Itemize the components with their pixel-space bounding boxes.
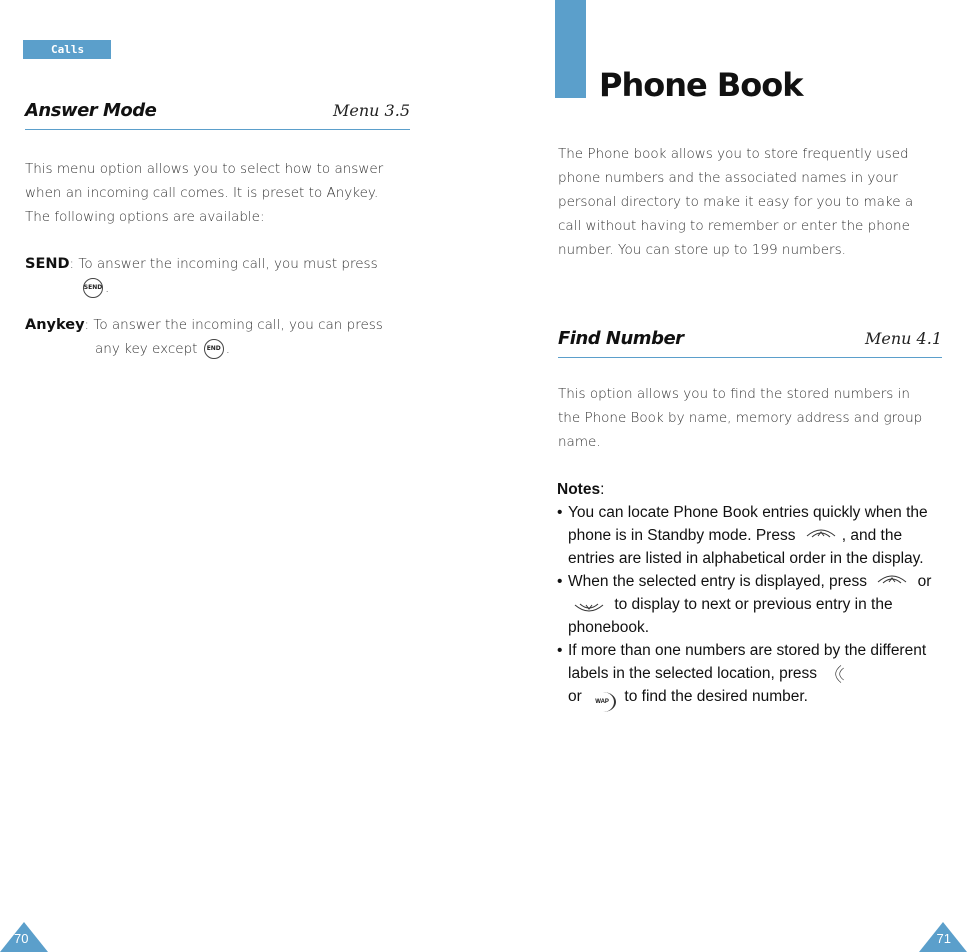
- find-number-text: [558, 382, 953, 454]
- note-item: [557, 501, 947, 570]
- section-line: the Phone Book by name, memory address and group: [558, 410, 923, 426]
- note-item: [557, 639, 947, 708]
- option-text: : To answer the incoming call, you must press: [69, 256, 378, 272]
- intro-line: phone numbers and the associated names in your: [558, 170, 898, 186]
- chapter-marker: [555, 0, 586, 98]
- right-page: [483, 0, 967, 952]
- phonebook-intro: [558, 142, 953, 262]
- note-text: to display to next or previous entry in the phonebook.: [568, 596, 893, 636]
- section-tag: Calls: [23, 40, 111, 59]
- intro-line: The following options are available:: [25, 209, 265, 225]
- option-text-end: .: [225, 341, 231, 357]
- option-term: Anykey: [25, 317, 85, 333]
- note-text: to find the desired number.: [624, 688, 808, 705]
- nav-down-icon: [572, 595, 606, 615]
- chapter-title: Phone Book: [599, 66, 803, 104]
- note-text: You can locate Phone Book entries quickly when the phone is in Standby mode. Press: [568, 504, 928, 544]
- intro-line: The Phone book allows you to store frequently used: [558, 146, 909, 162]
- nav-left-icon: [825, 664, 849, 684]
- option-send: [25, 252, 425, 300]
- notes: Notes: • You can locate Phone Book entries quickly when the phone is in Standby mode. Press , and the entries are listed in alphabetical order in the display. • When the selected entry is displayed, press or to display to next or previous entry in the phonebook. • If more than one numbers are stored by the different labels in the selected location, press or WAP to find the desired number.: [557, 478, 947, 708]
- left-page: [0, 0, 483, 952]
- end-key-icon: END: [204, 339, 224, 359]
- menu-number: Menu 4.1: [865, 329, 942, 348]
- intro-line: number. You can store up to 199 numbers.: [558, 242, 846, 258]
- page-number: 70: [14, 931, 29, 946]
- nav-up-icon: [875, 572, 909, 592]
- note-item: [557, 570, 947, 639]
- note-text: When the selected entry is displayed, press: [568, 573, 867, 590]
- section-title: Answer Mode: [25, 100, 157, 121]
- section-line: This option allows you to find the stored numbers in: [558, 386, 910, 402]
- option-text-end: .: [105, 280, 110, 296]
- intro-line: personal directory to make it easy for you to make a: [558, 194, 914, 210]
- note-text: If more than one numbers are stored by the different labels in the selected location, press: [568, 642, 927, 682]
- option-text: : To answer the incoming call, you can press: [84, 317, 383, 333]
- intro-line: This menu option allows you to select how to answer: [25, 161, 384, 177]
- note-text: or: [568, 688, 582, 705]
- answer-mode-intro: [25, 157, 425, 229]
- note-text: or: [917, 573, 932, 590]
- find-number-header: [558, 328, 942, 358]
- section-title: Find Number: [558, 328, 684, 349]
- intro-line: call without having to remember or enter the phone: [558, 218, 910, 234]
- wap-key-label: WAP: [590, 692, 616, 712]
- option-text-line2: any key except: [95, 341, 198, 357]
- answer-mode-header: [25, 100, 410, 130]
- notes-label: Notes: [557, 481, 601, 498]
- option-anykey: [25, 313, 425, 361]
- nav-up-icon: [804, 526, 838, 546]
- intro-line: when an incoming call comes. It is preset to Anykey.: [25, 185, 379, 201]
- send-key-icon: SEND: [83, 278, 103, 298]
- note-text: , and the entries are listed in alphabetical order in the display.: [568, 527, 924, 567]
- page-number: 71: [936, 931, 951, 946]
- wap-key-icon: [590, 687, 616, 707]
- menu-number: Menu 3.5: [333, 101, 410, 120]
- option-term: SEND: [25, 256, 70, 272]
- section-line: name.: [558, 434, 601, 450]
